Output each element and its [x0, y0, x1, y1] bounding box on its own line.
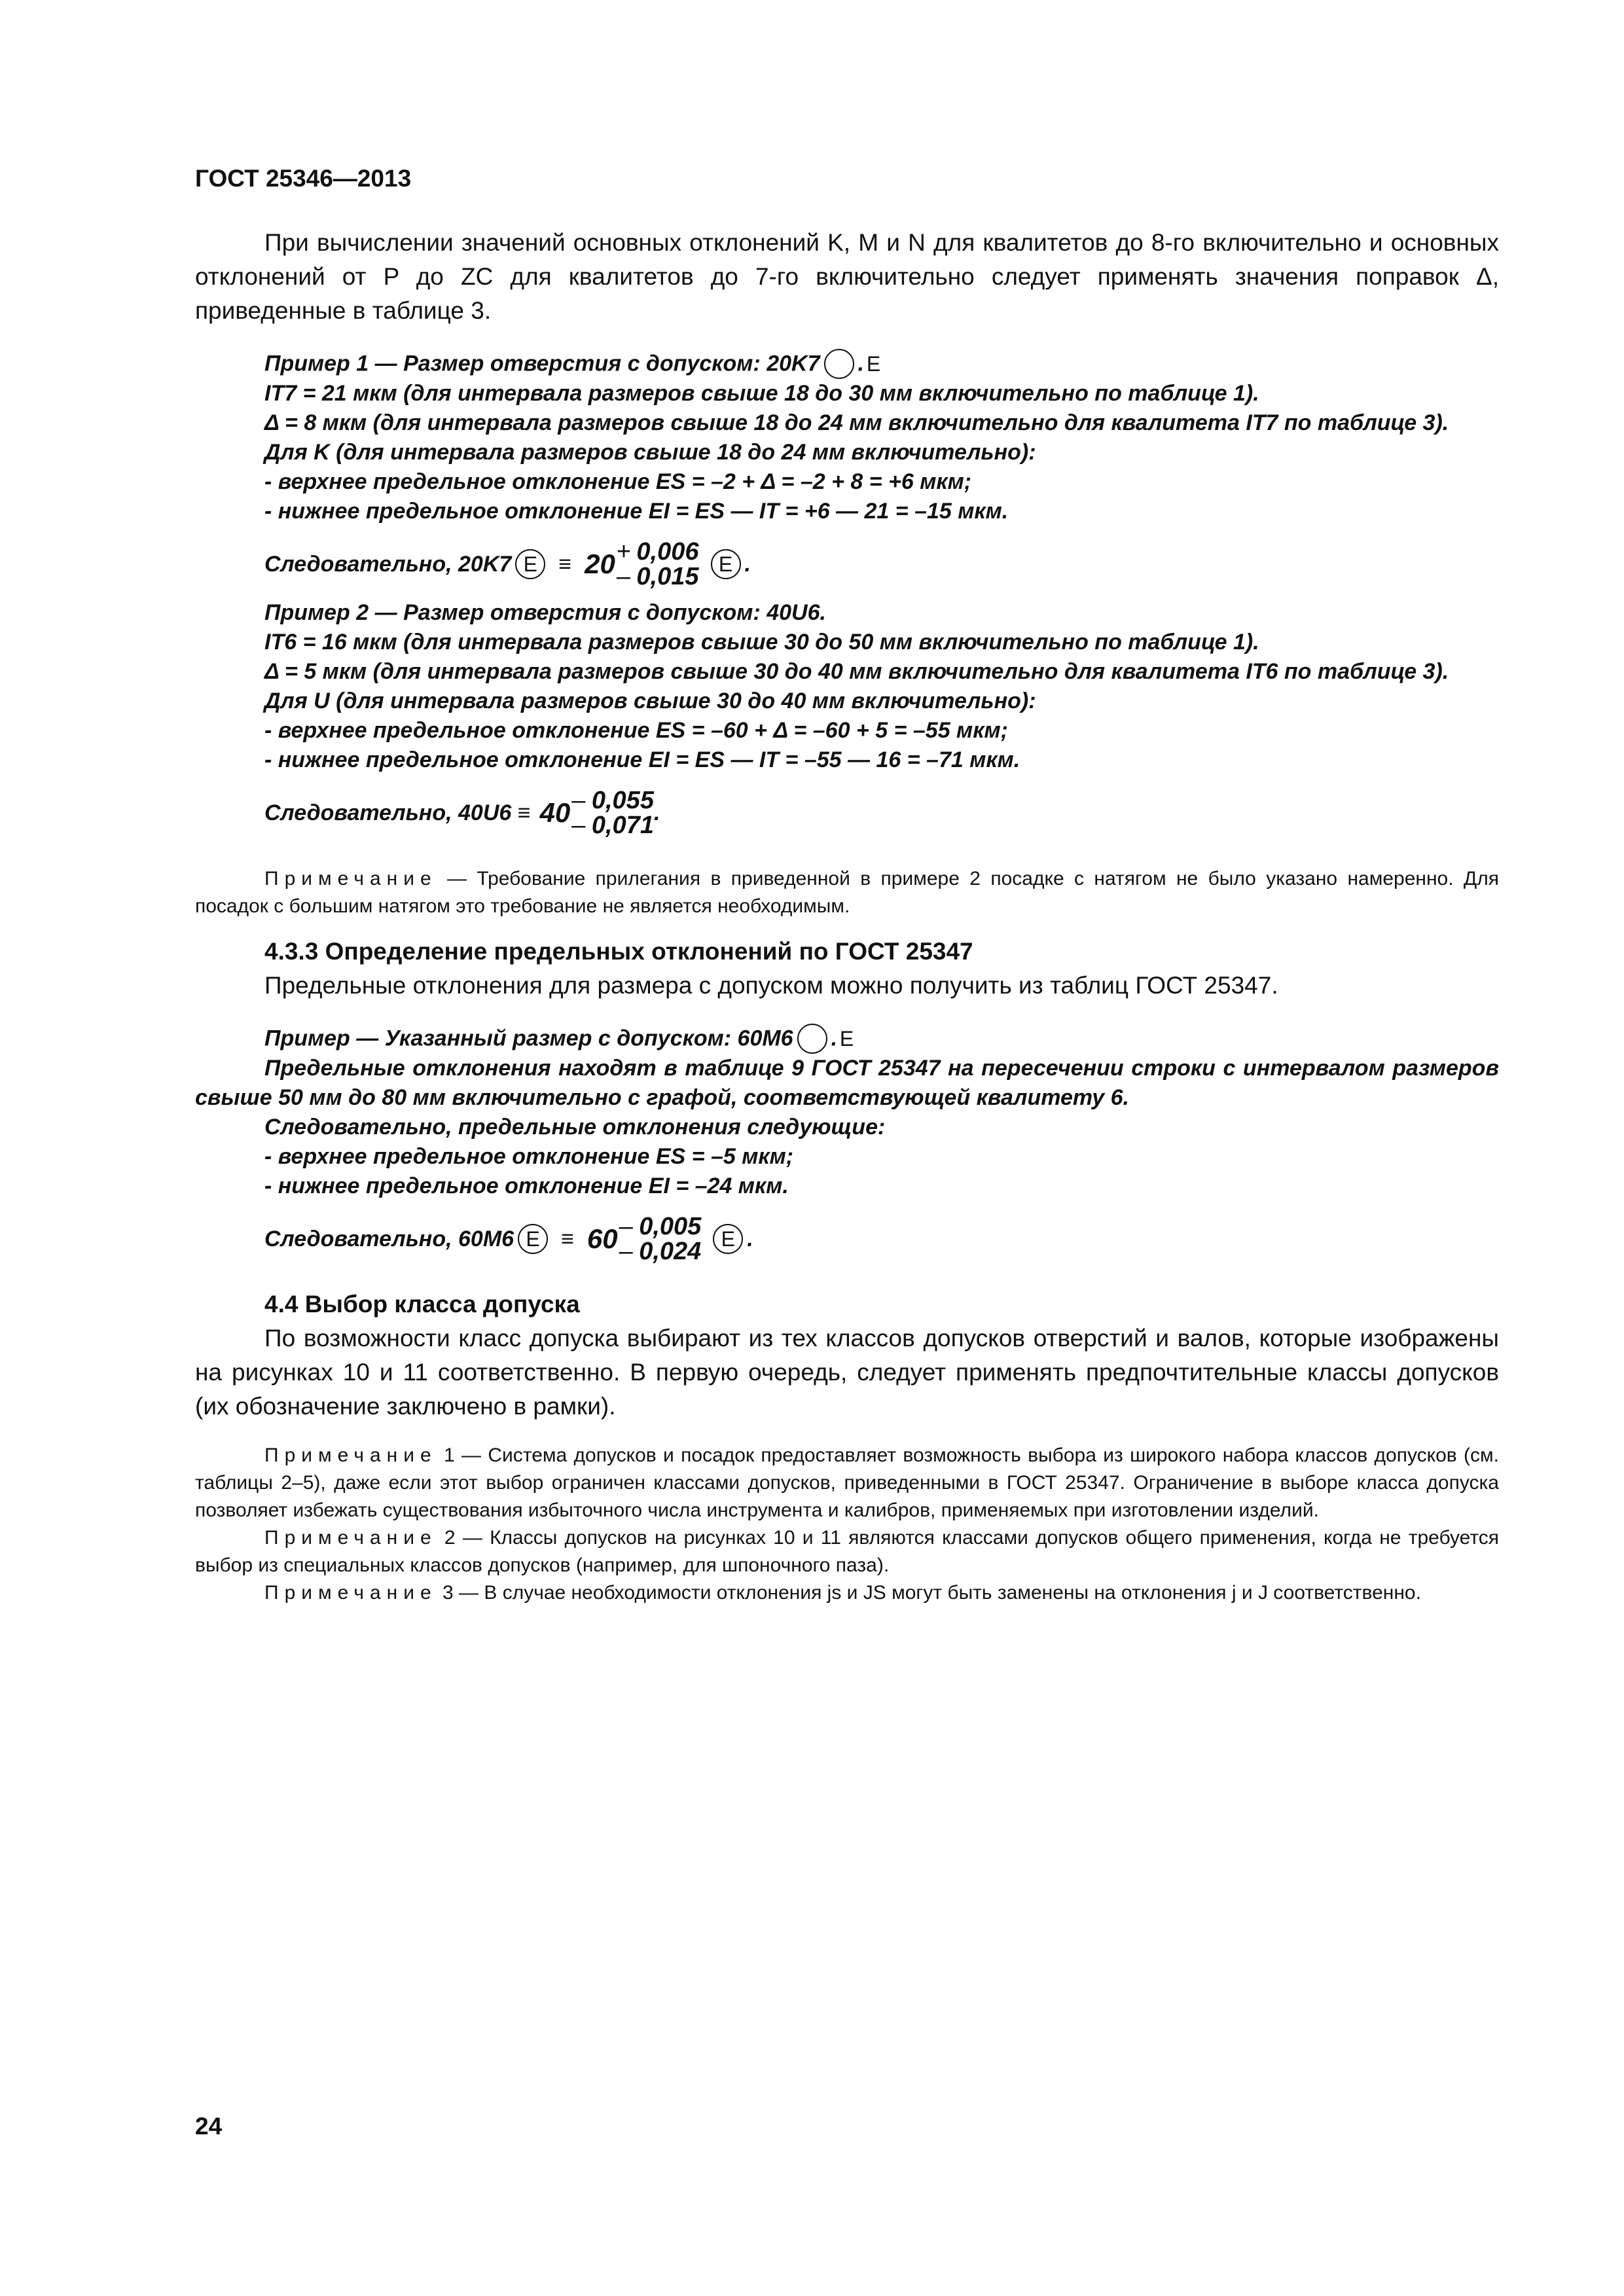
section-4-4	[195, 1287, 1499, 1424]
envelope-requirement-icon: E	[713, 1224, 743, 1254]
example-3	[195, 1024, 1499, 1265]
example-3-line: Предельные отклонения находят в таблице 9 ГОСТ 25347 на пересечении строки с интервалом размеров свыше 50 мм до 80 мм включительно с графой, соответствующей квалитету 6.	[195, 1056, 1499, 1110]
note-label: Примечание	[264, 1582, 437, 1604]
example-1-result: Следовательно, 20K7 E ≡ 20 + 0,006 – 0,015 E .	[264, 538, 751, 590]
note-text: — В случае необходимости отклонения js и JS могут быть заменены на отклонения j и J соответственно.	[453, 1582, 1421, 1604]
note-text: — Требование прилегания в приведенной в примере 2 посадке с натягом не было указано намеренно. Для посадок с большим натягом это требование не является необходимым.	[195, 868, 1499, 917]
note-label: Примечание	[264, 868, 437, 889]
example-3-line: Следовательно, предельные отклонения следующие:	[264, 1115, 886, 1139]
note-label: Примечание	[264, 1444, 437, 1466]
tolerance-limits	[571, 788, 654, 838]
section-paragraph: По возможности класс допуска выбирают из тех классов допусков отверстий и валов, которые изображены на рисунках 10 и 11 соответственно. В первую очередь, следует применять предпочтительные классы допусков (их обозначение заключено в рамки).	[195, 1325, 1499, 1420]
note-label: Примечание	[264, 1527, 437, 1549]
note-a	[195, 865, 1499, 920]
example-2-line: IT6 = 16 мкм (для интервала размеров свыше 30 до 50 мм включительно по таблице 1).	[264, 630, 1259, 655]
envelope-requirement-icon: E	[824, 349, 854, 379]
note-item: Примечание 2 — Классы допусков на рисунках 10 и 11 являются классами допусков общего применения, когда не требуется выбор из специальных классов допусков (например, для шпоночного паза).	[195, 1527, 1499, 1576]
envelope-requirement-icon: E	[518, 1224, 548, 1254]
identical-sign: ≡	[558, 551, 572, 577]
example-2	[195, 598, 1499, 839]
section-heading: 4.3.3 Определение предельных отклонений по ГОСТ 25347	[264, 938, 973, 965]
note-item: Примечание 1 — Система допусков и посадок предоставляет возможность выбора из широкого набора классов допусков (см. таблицы 2–5), даже если этот выбор ограничен классами допусков, приведенными в ГОСТ 25347. Ограничение в выборе класса допуска позволяет избежать существования избыточного числа инструмента и калибров, применяемых при изготовлении изделий.	[195, 1444, 1499, 1521]
envelope-requirement-icon: E	[797, 1024, 827, 1054]
example-3-line: - верхнее предельное отклонение ES = –5 мкм;	[264, 1144, 794, 1169]
intro-paragraph: При вычислении значений основных отклонений K, M и N для квалитетов до 8-го включительно и основных отклонений от P до ZC для квалитетов до 7-го включительно следует применять значения поправок Δ, приведенные в таблице 3.	[195, 229, 1499, 324]
note-text: — Система допусков и посадок предоставляет возможность выбора из широкого набора классов допусков (см. таблицы 2–5), даже если этот выбор ограничен классами допусков, приведенными в ГОСТ 25347. Ограничение в выборе класса допуска позволяет избежать существования избыточного числа инструмента и калибров, применяемых при изготовлении изделий.	[195, 1444, 1499, 1521]
lower-deviation: – 0,024	[619, 1238, 702, 1265]
upper-deviation: – 0,005	[619, 1213, 702, 1240]
section-4-3-3	[195, 935, 1499, 1003]
tolerance-limits	[617, 539, 699, 589]
example-2-line: - нижнее предельное отклонение EI = ES — IT = –55 — 16 = –71 мкм.	[264, 747, 1020, 772]
example-3-title: Пример — Указанный размер с допуском: 60M6 E.	[195, 1024, 1499, 1054]
tolerance-limits	[619, 1214, 702, 1264]
note-item: Примечание 3 — В случае необходимости отклонения js и JS могут быть заменены на отклонения j и J соответственно.	[264, 1582, 1421, 1604]
example-3-result: Следовательно, 60M6 E ≡ 60 – 0,005 – 0,024 E .	[264, 1213, 753, 1265]
lower-deviation: – 0,071	[571, 812, 654, 839]
identical-sign: ≡	[561, 1226, 574, 1251]
section-heading: 4.4 Выбор класса допуска	[264, 1291, 580, 1318]
example-1-title: Пример 1 — Размер отверстия с допуском: 20K7 E.	[195, 349, 1499, 379]
example-1	[195, 349, 1499, 590]
notes-list	[195, 1442, 1499, 1607]
example-2-line: Δ = 5 мкм (для интервала размеров свыше 30 до 40 мм включительно для квалитета IT6 по таблице 3).	[264, 659, 1449, 684]
nominal-size: 20	[585, 548, 615, 579]
example-2-result: Следовательно, 40U6 ≡ 40 – 0,055 – 0,071 .	[264, 787, 660, 839]
upper-deviation: – 0,055	[571, 787, 654, 814]
nominal-size: 40	[539, 797, 571, 828]
lower-deviation: – 0,015	[616, 563, 699, 590]
upper-deviation: + 0,006	[616, 538, 699, 565]
example-1-line: IT7 = 21 мкм (для интервала размеров свыше 18 до 30 мм включительно по таблице 1).	[264, 381, 1259, 406]
example-2-title: Пример 2 — Размер отверстия с допуском: 40U6.	[264, 600, 826, 625]
page-number: 24	[195, 2113, 223, 2140]
envelope-requirement-icon: E	[515, 549, 545, 579]
example-2-line: - верхнее предельное отклонение ES = –60 + Δ = –60 + 5 = –55 мкм;	[264, 718, 1008, 743]
document-header: ГОСТ 25346—2013	[195, 165, 412, 192]
section-paragraph: Предельные отклонения для размера с допуском можно получить из таблиц ГОСТ 25347.	[264, 972, 1278, 999]
example-2-line: Для U (для интервала размеров свыше 30 до 40 мм включительно):	[264, 689, 1036, 713]
page-content	[195, 226, 1499, 1607]
example-1-line: - верхнее предельное отклонение ES = –2 + Δ = –2 + 8 = +6 мкм;	[264, 469, 972, 494]
example-1-line: Для K (для интервала размеров свыше 18 до 24 мм включительно):	[264, 440, 1036, 465]
example-1-line: Δ = 8 мкм (для интервала размеров свыше 18 до 24 мм включительно для квалитета IT7 по таблице 3).	[264, 410, 1449, 435]
example-3-line: - нижнее предельное отклонение EI = –24 мкм.	[264, 1174, 789, 1198]
note-text: — Классы допусков на рисунках 10 и 11 являются классами допусков общего применения, когда не требуется выбор из специальных классов допусков (например, для шпоночного паза).	[195, 1527, 1499, 1576]
envelope-requirement-icon: E	[711, 549, 741, 579]
example-1-line: - нижнее предельное отклонение EI = ES — IT = +6 — 21 = –15 мкм.	[264, 499, 1009, 524]
nominal-size: 60	[586, 1223, 618, 1254]
